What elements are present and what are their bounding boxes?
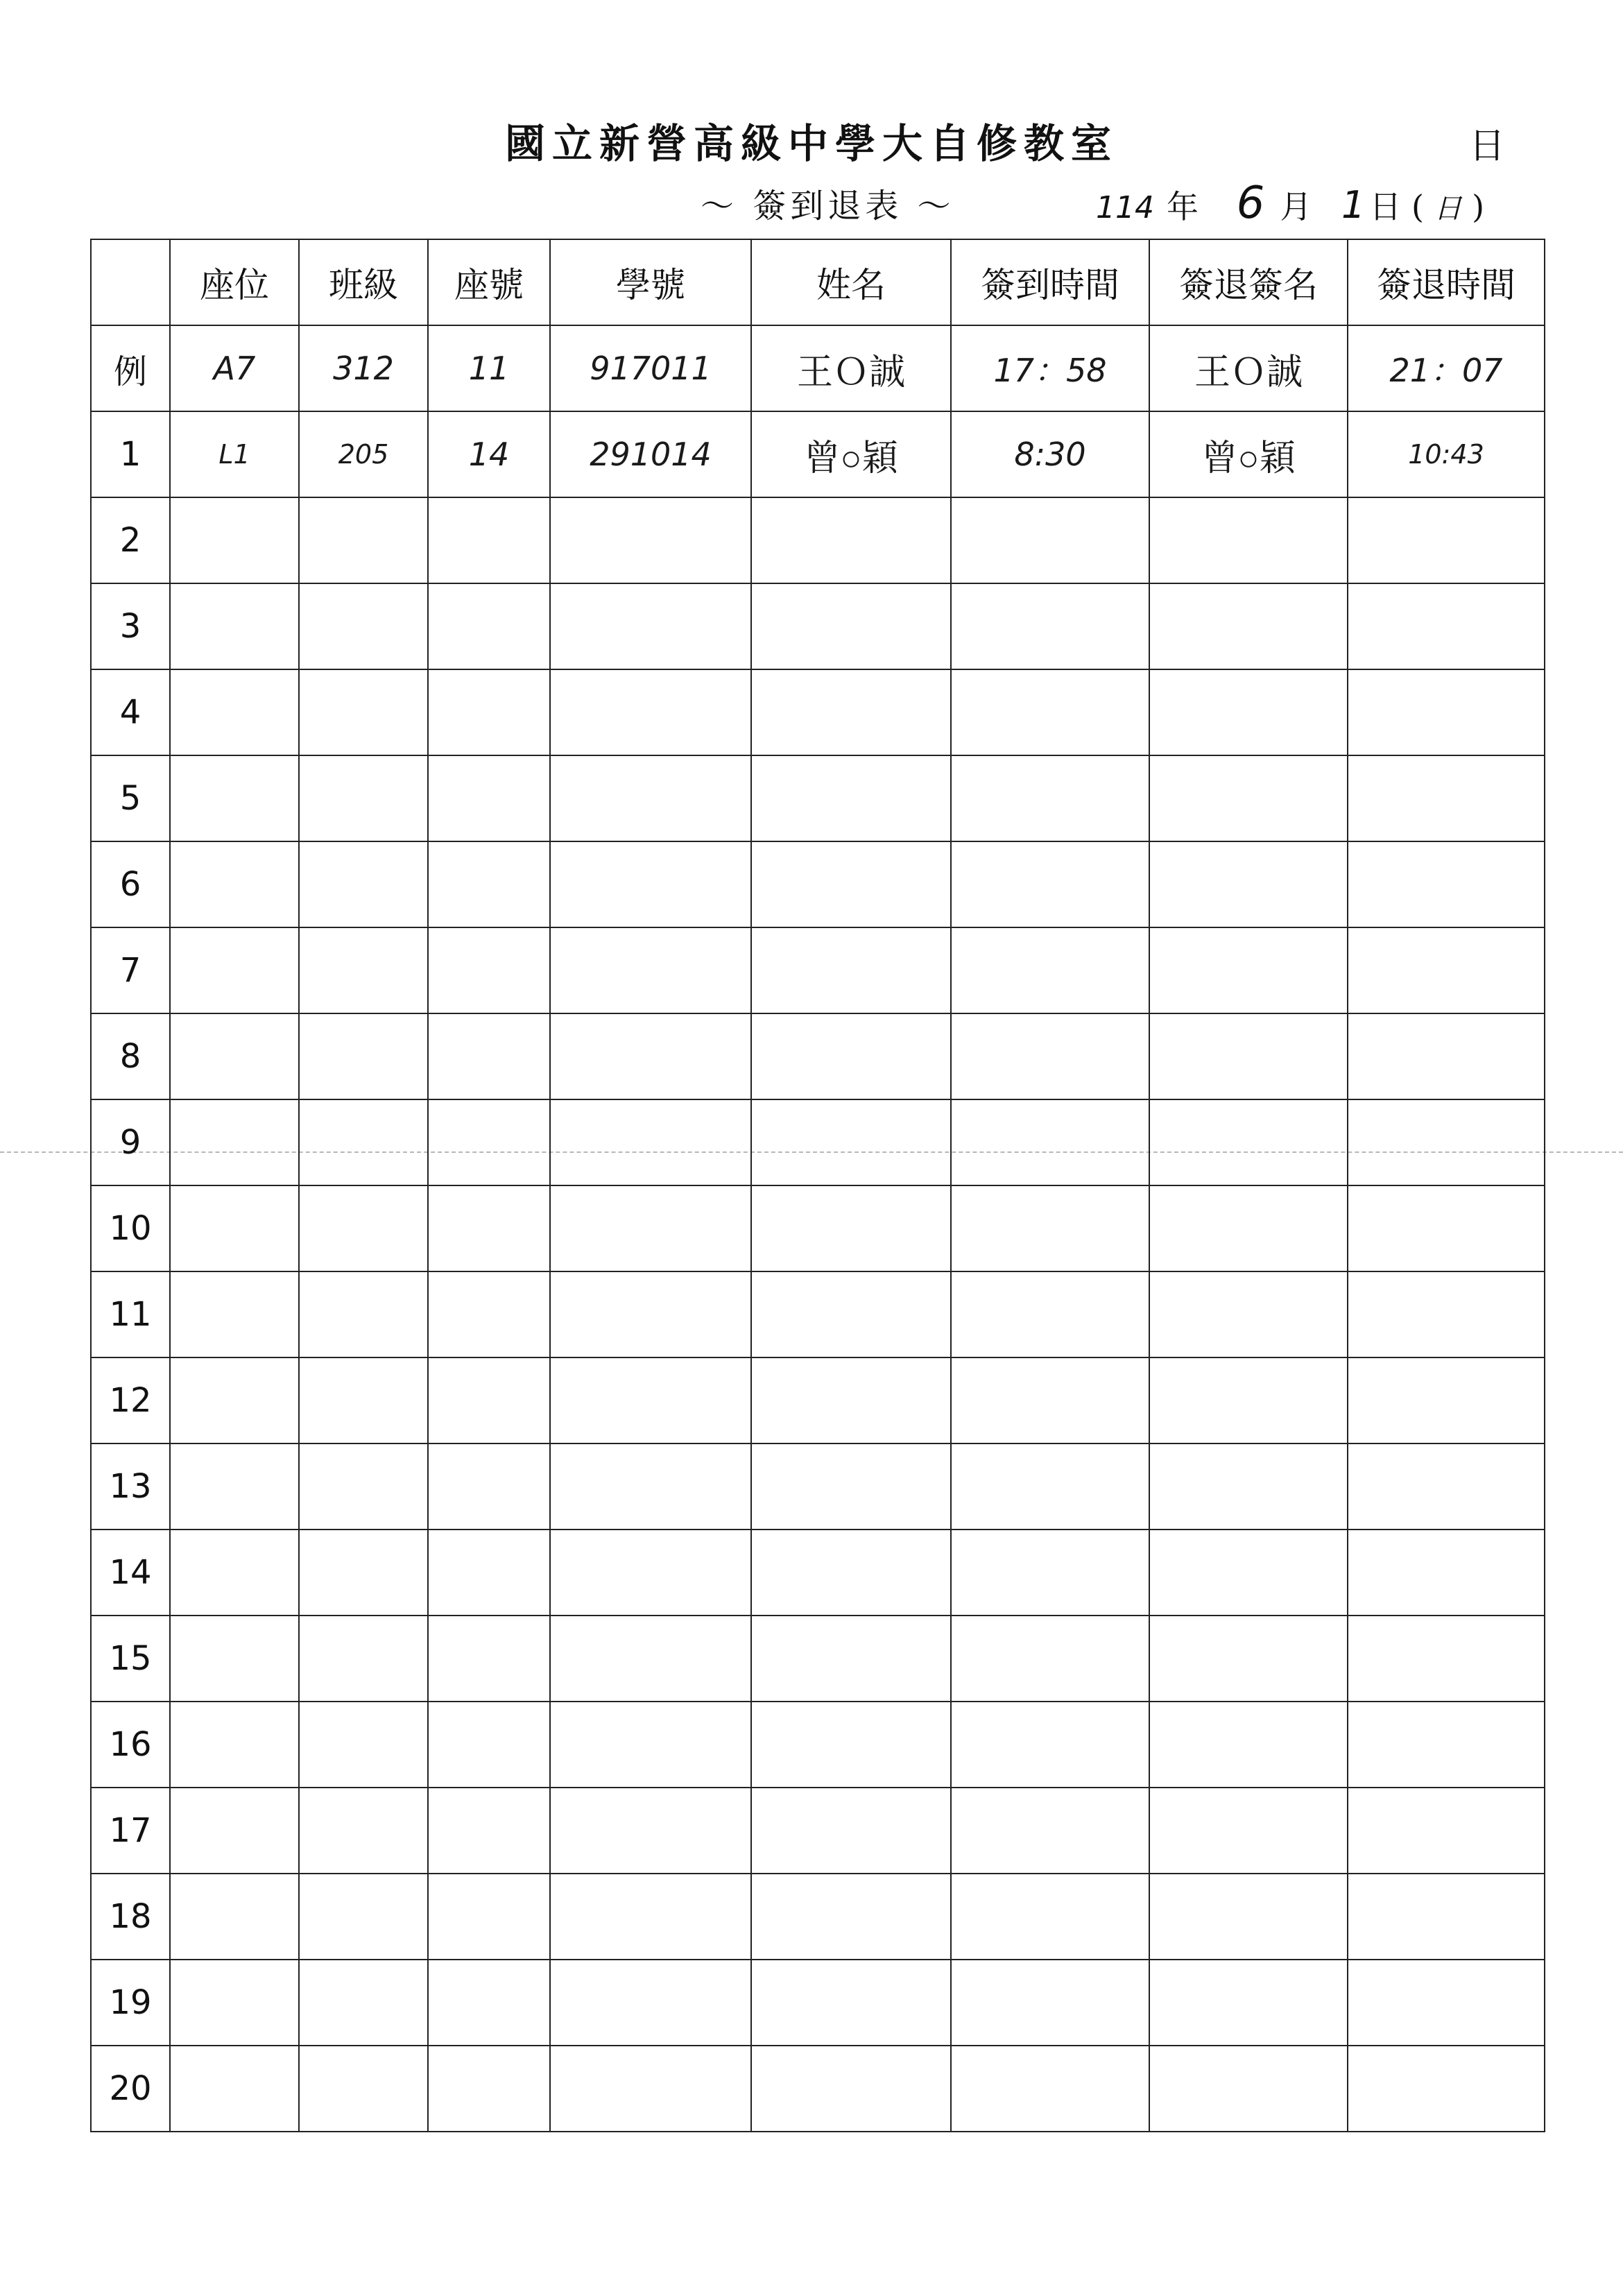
cell-sign-out-name[interactable] <box>1149 583 1348 669</box>
cell-seat[interactable] <box>170 1788 299 1874</box>
cell-name[interactable] <box>751 1702 951 1788</box>
cell-sign-in[interactable] <box>951 1530 1149 1616</box>
table-row <box>91 411 1545 497</box>
cell-number[interactable] <box>428 1616 550 1702</box>
cell-class[interactable] <box>299 1357 428 1443</box>
cell-class[interactable] <box>299 1013 428 1099</box>
row-label: 3 <box>91 583 170 669</box>
table-row <box>91 1702 1545 1788</box>
cell-sign-in[interactable] <box>951 1099 1149 1185</box>
cell-sign-out[interactable] <box>1348 669 1545 755</box>
cell-seat[interactable]: A7 <box>170 325 299 411</box>
cell-student-id[interactable] <box>550 669 751 755</box>
col-header-number: 座號 <box>428 239 550 325</box>
table-row <box>91 497 1545 583</box>
cell-sign-out[interactable] <box>1348 1702 1545 1788</box>
cell-name[interactable]: 王Ｏ誠 <box>751 325 951 411</box>
cell-name[interactable] <box>751 1099 951 1185</box>
cell-sign-out-name[interactable] <box>1149 1616 1348 1702</box>
cell-sign-out[interactable] <box>1348 1960 1545 2046</box>
cell-sign-out[interactable] <box>1348 1271 1545 1357</box>
cell-sign-out-name[interactable] <box>1149 1443 1348 1530</box>
table-row <box>91 1357 1545 1443</box>
cell-sign-in[interactable] <box>951 1013 1149 1099</box>
table-row <box>91 1530 1545 1616</box>
cell-sign-out[interactable] <box>1348 1616 1545 1702</box>
cell-sign-in[interactable] <box>951 1357 1149 1443</box>
cell-student-id[interactable] <box>550 1357 751 1443</box>
col-header-sign-out-name: 簽退簽名 <box>1149 239 1348 325</box>
cell-sign-in[interactable] <box>951 1616 1149 1702</box>
cell-student-id[interactable] <box>550 927 751 1013</box>
row-label: 11 <box>91 1271 170 1357</box>
cell-seat[interactable] <box>170 1099 299 1185</box>
cell-seat[interactable] <box>170 1702 299 1788</box>
cell-sign-in[interactable] <box>951 1874 1149 1960</box>
cell-sign-out-name[interactable] <box>1149 1960 1348 2046</box>
cell-sign-out-name[interactable] <box>1149 1099 1348 1185</box>
corner-day-mark: 日 <box>1469 126 1506 167</box>
row-label: 2 <box>91 497 170 583</box>
cell-sign-out[interactable]: 21：07 <box>1348 325 1545 411</box>
cell-class[interactable] <box>299 927 428 1013</box>
row-label: 1 <box>91 411 170 497</box>
cell-sign-out[interactable] <box>1348 2046 1545 2132</box>
cell-name[interactable] <box>751 2046 951 2132</box>
cell-name[interactable] <box>751 755 951 841</box>
cell-sign-in[interactable] <box>951 669 1149 755</box>
sheet-title: 國立新營高級中學大自修教室 <box>504 120 1118 167</box>
sheet-subtitle: ～ 簽到退表 ～ <box>701 187 955 225</box>
cell-sign-in[interactable] <box>951 1185 1149 1271</box>
date-paren-open: ( <box>1411 188 1424 225</box>
row-label: 5 <box>91 755 170 841</box>
row-label: 13 <box>91 1443 170 1530</box>
cell-student-id[interactable] <box>550 1013 751 1099</box>
cell-student-id[interactable] <box>550 1099 751 1185</box>
table-row <box>91 583 1545 669</box>
cell-seat[interactable] <box>170 927 299 1013</box>
table-row <box>91 1788 1545 1874</box>
table-row <box>91 2046 1545 2132</box>
cell-name[interactable] <box>751 1960 951 2046</box>
cell-number[interactable] <box>428 1960 550 2046</box>
cell-sign-in[interactable] <box>951 1960 1149 2046</box>
cell-name[interactable] <box>751 669 951 755</box>
cell-name[interactable] <box>751 583 951 669</box>
cell-seat[interactable] <box>170 1960 299 2046</box>
cell-sign-out-name[interactable] <box>1149 669 1348 755</box>
cell-sign-out[interactable]: 10:43 <box>1348 411 1545 497</box>
cell-seat[interactable] <box>170 1185 299 1271</box>
col-header-seat: 座位 <box>170 239 299 325</box>
row-label: 例 <box>91 325 170 411</box>
row-label: 9 <box>91 1099 170 1185</box>
cell-sign-in[interactable] <box>951 1702 1149 1788</box>
cell-sign-out-name[interactable] <box>1149 1874 1348 1960</box>
cell-number[interactable] <box>428 1443 550 1530</box>
cell-sign-out[interactable] <box>1348 1530 1545 1616</box>
cell-number[interactable] <box>428 1357 550 1443</box>
date-paren-close: ) <box>1472 188 1485 225</box>
cell-name[interactable] <box>751 1357 951 1443</box>
cell-sign-out[interactable] <box>1348 1357 1545 1443</box>
cell-number[interactable] <box>428 1271 550 1357</box>
cell-sign-in[interactable] <box>951 927 1149 1013</box>
cell-student-id[interactable] <box>550 1960 751 2046</box>
cell-sign-in[interactable]: 8:30 <box>951 411 1149 497</box>
cell-number[interactable] <box>428 1702 550 1788</box>
date-day: 1 <box>1341 183 1366 227</box>
cell-seat[interactable] <box>170 1013 299 1099</box>
cell-class[interactable] <box>299 1874 428 1960</box>
cell-class[interactable] <box>299 1960 428 2046</box>
cell-seat[interactable] <box>170 1443 299 1530</box>
cell-seat[interactable] <box>170 669 299 755</box>
row-label: 10 <box>91 1185 170 1271</box>
row-label: 8 <box>91 1013 170 1099</box>
cell-number[interactable] <box>428 1013 550 1099</box>
cell-number[interactable] <box>428 927 550 1013</box>
table-row <box>91 1013 1545 1099</box>
cell-number[interactable] <box>428 583 550 669</box>
cell-student-id[interactable] <box>550 841 751 927</box>
cell-sign-out[interactable] <box>1348 1874 1545 1960</box>
cell-number[interactable] <box>428 497 550 583</box>
table-row <box>91 755 1545 841</box>
table-row <box>91 1616 1545 1702</box>
cell-number[interactable] <box>428 841 550 927</box>
cell-sign-in[interactable] <box>951 497 1149 583</box>
cell-student-id[interactable] <box>550 1788 751 1874</box>
col-header-sign-out: 簽退時間 <box>1348 239 1545 325</box>
row-label: 16 <box>91 1702 170 1788</box>
date-month-label: 月 <box>1280 188 1312 225</box>
cell-student-id[interactable] <box>550 755 751 841</box>
cell-sign-in[interactable] <box>951 755 1149 841</box>
date-month: 6 <box>1236 178 1265 229</box>
cell-sign-out-name[interactable] <box>1149 841 1348 927</box>
cell-sign-out-name[interactable] <box>1149 497 1348 583</box>
sign-in-table <box>90 239 1545 2132</box>
cell-class[interactable] <box>299 2046 428 2132</box>
cell-sign-out[interactable] <box>1348 1013 1545 1099</box>
cell-sign-in[interactable]: 17：58 <box>951 325 1149 411</box>
cell-class[interactable] <box>299 497 428 583</box>
date-weekday: 日 <box>1434 193 1462 225</box>
cell-name[interactable] <box>751 497 951 583</box>
table-row <box>91 1960 1545 2046</box>
cell-seat[interactable] <box>170 841 299 927</box>
table-row <box>91 1185 1545 1271</box>
cell-sign-out-name[interactable] <box>1149 1530 1348 1616</box>
cell-sign-out[interactable] <box>1348 927 1545 1013</box>
cell-sign-out-name[interactable]: 王Ｏ誠 <box>1149 325 1348 411</box>
cell-name[interactable] <box>751 1443 951 1530</box>
cell-class[interactable] <box>299 583 428 669</box>
cell-sign-out[interactable] <box>1348 1788 1545 1874</box>
cell-student-id[interactable] <box>550 1702 751 1788</box>
cell-sign-out-name[interactable] <box>1149 1271 1348 1357</box>
cell-sign-out-name[interactable] <box>1149 1013 1348 1099</box>
table-row <box>91 1443 1545 1530</box>
cell-seat[interactable] <box>170 497 299 583</box>
cell-sign-out[interactable] <box>1348 1099 1545 1185</box>
cell-sign-out[interactable] <box>1348 1443 1545 1530</box>
cell-sign-in[interactable] <box>951 841 1149 927</box>
cell-class[interactable] <box>299 1443 428 1530</box>
cell-class[interactable] <box>299 755 428 841</box>
cell-name[interactable] <box>751 1530 951 1616</box>
cell-sign-out[interactable] <box>1348 497 1545 583</box>
cell-number[interactable] <box>428 1788 550 1874</box>
cell-class[interactable] <box>299 841 428 927</box>
table-row <box>91 1874 1545 1960</box>
cell-seat[interactable] <box>170 1616 299 1702</box>
cell-sign-in[interactable] <box>951 2046 1149 2132</box>
date-year: 114 <box>1096 190 1154 225</box>
cell-student-id[interactable] <box>550 1185 751 1271</box>
cell-name[interactable] <box>751 1185 951 1271</box>
cell-number[interactable] <box>428 1874 550 1960</box>
example-row <box>91 325 1545 411</box>
cell-seat[interactable]: L1 <box>170 411 299 497</box>
cell-student-id[interactable] <box>550 583 751 669</box>
cell-name[interactable] <box>751 841 951 927</box>
row-label: 6 <box>91 841 170 927</box>
cell-name[interactable] <box>751 1788 951 1874</box>
cell-name[interactable] <box>751 927 951 1013</box>
cell-seat[interactable] <box>170 1530 299 1616</box>
cell-seat[interactable] <box>170 1357 299 1443</box>
cell-sign-in[interactable] <box>951 583 1149 669</box>
cell-number[interactable]: 11 <box>428 325 550 411</box>
col-header-class: 班級 <box>299 239 428 325</box>
cell-seat[interactable] <box>170 1874 299 1960</box>
cell-name[interactable] <box>751 1271 951 1357</box>
row-label: 15 <box>91 1616 170 1702</box>
cell-class[interactable]: 312 <box>299 325 428 411</box>
cell-seat[interactable] <box>170 2046 299 2132</box>
cell-class[interactable] <box>299 1185 428 1271</box>
cell-student-id[interactable] <box>550 497 751 583</box>
cell-class[interactable] <box>299 1530 428 1616</box>
cell-student-id[interactable] <box>550 1530 751 1616</box>
table-row <box>91 669 1545 755</box>
row-label: 17 <box>91 1788 170 1874</box>
col-header-name: 姓名 <box>751 239 951 325</box>
date-line <box>1096 178 1484 229</box>
row-label: 12 <box>91 1357 170 1443</box>
cell-name[interactable] <box>751 1616 951 1702</box>
cell-sign-in[interactable] <box>951 1788 1149 1874</box>
cell-sign-in[interactable] <box>951 1443 1149 1530</box>
cell-sign-out-name[interactable] <box>1149 1702 1348 1788</box>
cell-sign-out[interactable] <box>1348 1185 1545 1271</box>
cell-sign-out-name[interactable] <box>1149 1788 1348 1874</box>
cell-student-id[interactable] <box>550 1271 751 1357</box>
cell-number[interactable]: 14 <box>428 411 550 497</box>
cell-number[interactable] <box>428 755 550 841</box>
cell-student-id[interactable] <box>550 2046 751 2132</box>
col-header-index <box>91 239 170 325</box>
cell-number[interactable] <box>428 1099 550 1185</box>
cell-student-id[interactable] <box>550 1616 751 1702</box>
col-header-student-id: 學號 <box>550 239 751 325</box>
cell-class[interactable] <box>299 1702 428 1788</box>
cell-seat[interactable] <box>170 755 299 841</box>
row-label: 20 <box>91 2046 170 2132</box>
cell-student-id[interactable]: 291014 <box>550 411 751 497</box>
cell-sign-out-name[interactable] <box>1149 927 1348 1013</box>
cell-seat[interactable] <box>170 583 299 669</box>
cell-sign-out[interactable] <box>1348 755 1545 841</box>
cell-number[interactable] <box>428 2046 550 2132</box>
table-row <box>91 1271 1545 1357</box>
row-label: 19 <box>91 1960 170 2046</box>
cell-class[interactable] <box>299 1616 428 1702</box>
cell-name[interactable]: 曾○穎 <box>751 411 951 497</box>
col-header-sign-in: 簽到時間 <box>951 239 1149 325</box>
cell-class[interactable]: 205 <box>299 411 428 497</box>
cell-number[interactable] <box>428 669 550 755</box>
cell-sign-out-name[interactable] <box>1149 755 1348 841</box>
row-label: 4 <box>91 669 170 755</box>
table-row <box>91 927 1545 1013</box>
cell-name[interactable] <box>751 1013 951 1099</box>
date-day-label: 日 <box>1369 188 1402 225</box>
cell-sign-out-name[interactable] <box>1149 1185 1348 1271</box>
cell-sign-in[interactable] <box>951 1271 1149 1357</box>
cell-student-id[interactable]: 917011 <box>550 325 751 411</box>
cell-class[interactable] <box>299 1099 428 1185</box>
cell-class[interactable] <box>299 669 428 755</box>
table-row <box>91 841 1545 927</box>
header-row <box>91 239 1545 325</box>
cell-name[interactable] <box>751 1874 951 1960</box>
cell-sign-out-name[interactable] <box>1149 2046 1348 2132</box>
date-year-label: 年 <box>1166 188 1199 225</box>
cell-student-id[interactable] <box>550 1443 751 1530</box>
cell-class[interactable] <box>299 1271 428 1357</box>
row-label: 14 <box>91 1530 170 1616</box>
cell-student-id[interactable] <box>550 1874 751 1960</box>
row-label: 7 <box>91 927 170 1013</box>
cell-seat[interactable] <box>170 1271 299 1357</box>
cell-class[interactable] <box>299 1788 428 1874</box>
table-row <box>91 1099 1545 1185</box>
cell-number[interactable] <box>428 1530 550 1616</box>
cell-number[interactable] <box>428 1185 550 1271</box>
row-label: 18 <box>91 1874 170 1960</box>
cell-sign-out-name[interactable] <box>1149 1357 1348 1443</box>
cell-sign-out-name[interactable]: 曾○穎 <box>1149 411 1348 497</box>
cell-sign-out[interactable] <box>1348 583 1545 669</box>
cell-sign-out[interactable] <box>1348 841 1545 927</box>
